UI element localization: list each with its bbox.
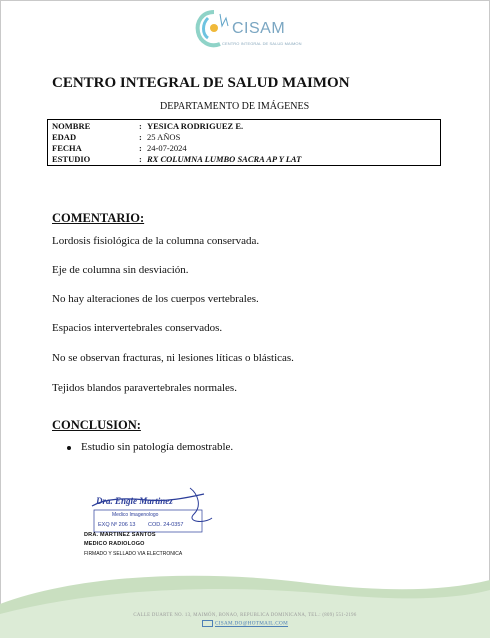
signature-note: FIRMADO Y SELLADO VIA ELECTRONICA xyxy=(84,551,183,557)
footer-address: CALLE DUARTE NO. 13, MAIMÓN, BONAO, REPUBLICA DOMINICANA, TEL.: (809) 551-2196 xyxy=(133,613,357,618)
info-value: RX COLUMNA LUMBO SACRA AP Y LAT xyxy=(147,154,302,164)
logo-subtitle: CENTRO INTEGRAL DE SALUD MAIMON xyxy=(222,41,302,46)
logo-swirl-icon xyxy=(192,8,236,54)
info-value: YESICA RODRIGUEZ E. xyxy=(147,121,244,131)
stamp-title: Medico Imagenologo xyxy=(112,512,159,518)
conclusion-item: Estudio sin patología demostrable. xyxy=(81,441,234,453)
comentario-line: Tejidos blandos paravertebrales normales. xyxy=(52,382,237,394)
stamp-exq: EXQ Nº 206 13 xyxy=(98,522,136,528)
info-colon: : xyxy=(139,132,142,142)
page-title: CENTRO INTEGRAL DE SALUD MAIMON xyxy=(52,75,350,91)
info-label: EDAD xyxy=(52,132,77,142)
footer-email-link[interactable]: CISAM.DO@HOTMAIL.COM xyxy=(214,620,289,627)
comentario-line: No se observan fracturas, ni lesiones líticas o blásticas. xyxy=(52,352,294,364)
comentario-line: Espacios intervertebrales conservados. xyxy=(52,322,223,334)
info-colon: : xyxy=(139,121,142,131)
stamp-name: Dra. Engie Martinez xyxy=(96,496,173,506)
cisam-logo xyxy=(192,8,312,54)
info-label: FECHA xyxy=(52,143,82,153)
comentario-line: No hay alteraciones de los cuerpos vertebrales. xyxy=(52,293,259,305)
doctor-name: DRA. MARTINEZ SANTOS xyxy=(84,532,156,538)
doctor-role: MEDICO RADIOLOGO xyxy=(84,541,145,547)
info-value: 24-07-2024 xyxy=(147,143,187,153)
mail-icon xyxy=(202,620,213,627)
logo-wordmark: CISAM xyxy=(232,20,286,37)
footer-wave xyxy=(0,574,490,638)
signature-stamp-icon xyxy=(86,484,218,534)
footer-email-row xyxy=(0,620,490,627)
comentario-line: Eje de columna sin desviación. xyxy=(52,264,189,276)
info-colon: : xyxy=(139,143,142,153)
comentario-line: Lordosis fisiológica de la columna conservada. xyxy=(52,235,260,247)
bullet-icon xyxy=(67,446,71,450)
stamp-cod: COD. 24-0357 xyxy=(148,522,184,528)
comentario-heading: COMENTARIO: xyxy=(52,211,145,225)
info-colon: : xyxy=(139,154,142,164)
info-label: ESTUDIO xyxy=(52,154,91,164)
patient-info-box xyxy=(47,119,441,166)
info-value: 25 AÑOS xyxy=(147,132,181,142)
conclusion-heading: CONCLUSION: xyxy=(52,418,141,432)
info-label: NOMBRE xyxy=(52,121,91,131)
department-label: DEPARTAMENTO DE IMÁGENES xyxy=(160,101,310,112)
